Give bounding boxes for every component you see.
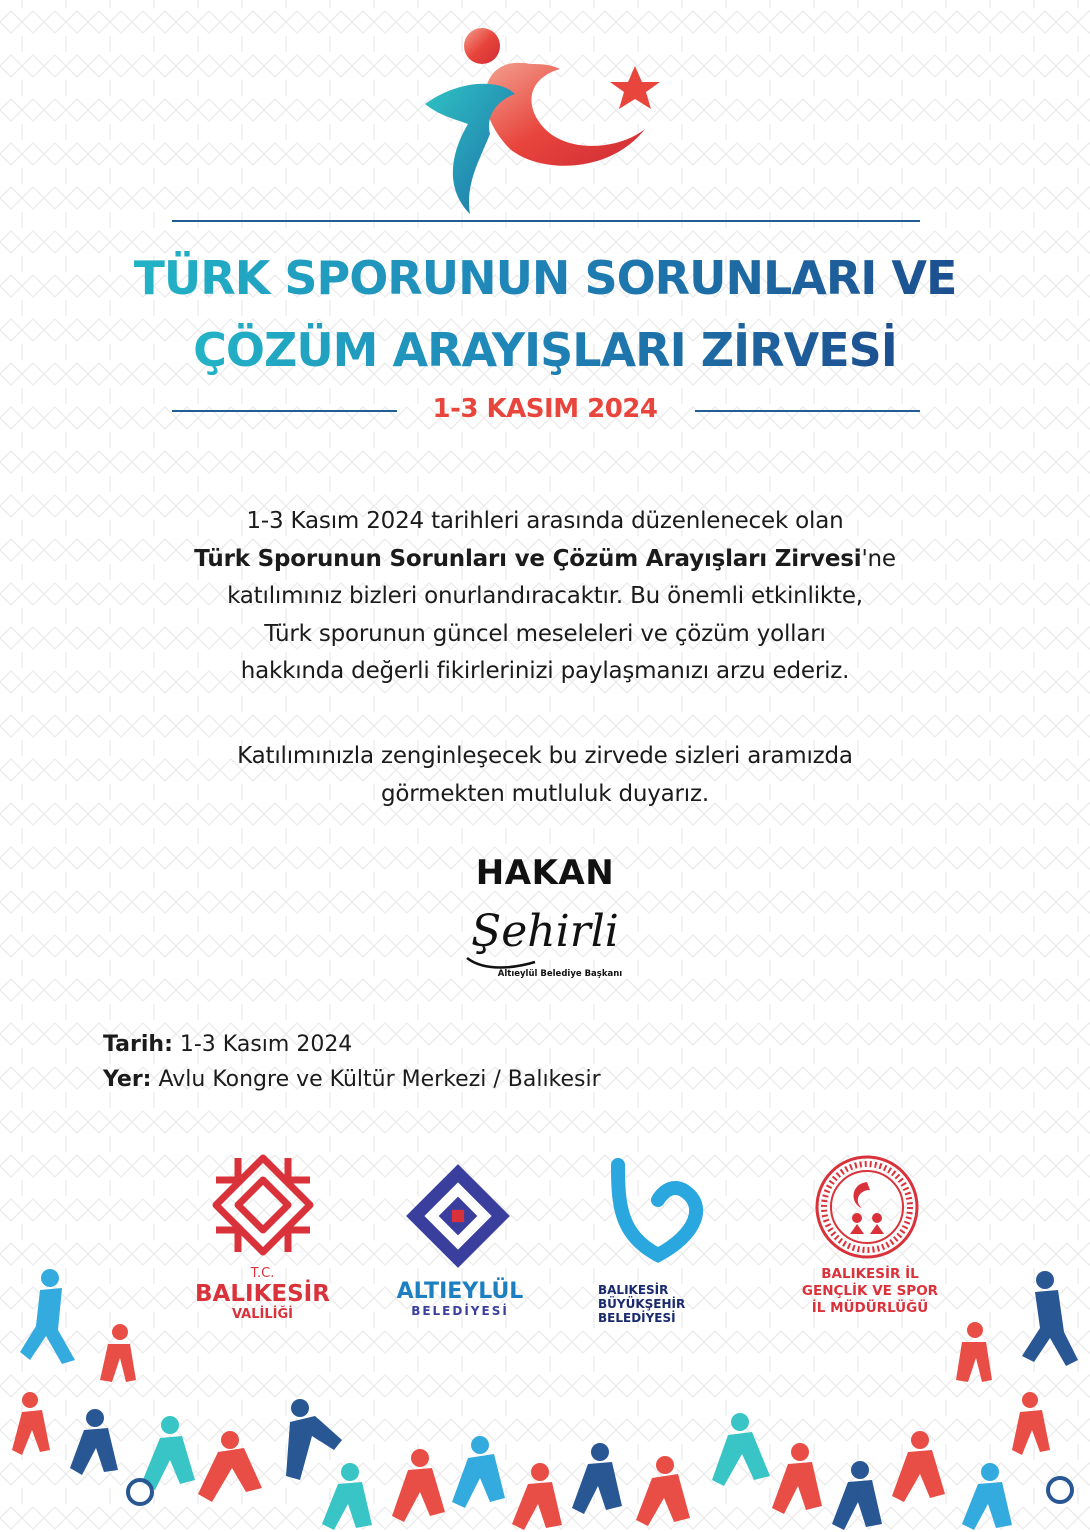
signature-name: HAKAN <box>475 853 615 893</box>
buyuksehir-line2: BÜYÜKŞEHİR <box>598 1297 686 1311</box>
invitation-paragraph-2 <box>90 738 1000 813</box>
invitation-line: Türk sporunun güncel meseleleri ve çözüm yolları <box>264 620 826 647</box>
altieylul-line1: ALTIEYLÜL <box>396 1279 524 1304</box>
genclik-line3: İL MÜDÜRLÜĞÜ <box>811 1300 929 1316</box>
invitation-line: Katılımınızla zenginleşecek bu zirvede sizleri aramızda <box>237 743 853 769</box>
signature-surname: Şehirli <box>471 906 619 957</box>
signature-script <box>445 888 645 978</box>
genclik-line2: GENÇLİK VE SPOR <box>801 1283 939 1299</box>
buyuksehir-line3: BELEDİYESİ <box>598 1311 676 1325</box>
summit-title-line1: TÜRK SPORUNUN SORUNLARI VE <box>133 251 957 305</box>
event-venue-value: Avlu Kongre ve Kültür Merkezi / Balıkesir <box>158 1067 601 1092</box>
signature-role: Altıeylül Belediye Başkanı <box>497 969 623 979</box>
date-rule-right <box>695 410 920 412</box>
top-rule <box>172 220 920 222</box>
valilik-line1: T.C. <box>250 1266 275 1281</box>
buyuksehir-line1: BALIKESİR <box>598 1283 669 1297</box>
sports-silhouettes <box>0 1240 1090 1532</box>
event-date-row <box>103 1032 352 1057</box>
summit-name-bold: Türk Sporunun Sorunları ve Çözüm Arayışları Zirvesi <box>194 545 862 572</box>
invitation-line: hakkında değerli fikirlerinizi paylaşmanızı arzu ederiz. <box>240 658 850 684</box>
summit-logo-icon <box>420 24 680 224</box>
invitation-line: katılımınız bizleri onurlandıracaktır. Bu önemli etkinlikte, <box>227 583 863 609</box>
invitation-suffix: 'ne <box>861 545 896 572</box>
athlete-icon <box>12 1269 1078 1530</box>
date-rule-left <box>172 410 397 412</box>
summit-title-line2: ÇÖZÜM ARAYIŞLARI ZİRVESİ <box>193 323 897 377</box>
invitation-line: 1-3 Kasım 2024 tarihleri arasında düzenlenecek olan <box>246 508 844 534</box>
summit-date: 1-3 KASIM 2024 <box>432 394 658 424</box>
invitation-line <box>90 541 1000 579</box>
invitation-paragraph-1 <box>90 503 1000 691</box>
valilik-line3: VALİLİĞİ <box>232 1307 293 1322</box>
genclik-line1: BALIKESİR İL <box>821 1266 919 1282</box>
event-date-label: Tarih: <box>103 1032 173 1057</box>
event-date-value: 1-3 Kasım 2024 <box>179 1032 353 1057</box>
valilik-line2: BALIKESİR <box>195 1281 330 1307</box>
event-venue-row <box>103 1067 601 1092</box>
altieylul-line2: BELEDİYESİ <box>411 1304 509 1318</box>
event-venue-label: Yer: <box>103 1067 152 1092</box>
invitation-line: görmekten mutluluk duyarız. <box>381 780 709 807</box>
